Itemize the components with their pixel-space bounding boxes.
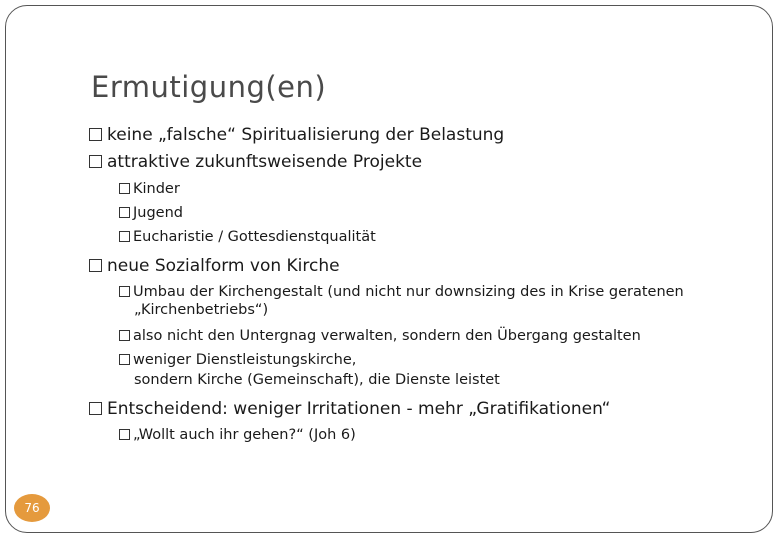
sub-bullet-item: [119, 328, 641, 344]
sub-bullet-text: Umbau der Kirchengestalt (und nicht nur downsizing des in Krise geratenen: [133, 284, 684, 300]
sub-bullet-item: [119, 205, 183, 221]
bullet-item: [89, 399, 610, 419]
sub-bullet-item: [119, 352, 356, 368]
sub-bullet-item: [119, 284, 684, 300]
checkbox-bullet-icon: [89, 128, 102, 141]
bullet-item: [89, 256, 340, 276]
sub-bullet-text: „Wollt auch ihr gehen?“ (Joh 6): [133, 427, 356, 443]
checkbox-bullet-icon: [119, 354, 130, 365]
checkbox-bullet-icon: [119, 183, 130, 194]
sub-bullet-text: Kinder: [133, 181, 180, 197]
bullet-text: Entscheidend: weniger Irritationen - mehr „Gratifikationen“: [107, 399, 611, 419]
slide-title: Ermutigung(en): [91, 70, 327, 104]
slide-frame: [5, 5, 773, 533]
checkbox-bullet-icon: [89, 259, 102, 272]
sub-bullet-text: Eucharistie / Gottesdienstqualität: [133, 229, 376, 245]
sub-bullet-text: weniger Dienstleistungskirche,: [133, 352, 357, 368]
checkbox-bullet-icon: [119, 207, 130, 218]
sub-bullet-continuation: sondern Kirche (Gemeinschaft), die Dienste leistet: [134, 372, 500, 388]
sub-bullet-item: [119, 181, 180, 197]
bullet-text: neue Sozialform von Kirche: [107, 256, 340, 276]
sub-bullet-continuation: „Kirchenbetriebs“): [134, 302, 269, 318]
sub-bullet-text: also nicht den Untergnag verwalten, sondern den Übergang gestalten: [133, 328, 641, 344]
checkbox-bullet-icon: [119, 231, 130, 242]
checkbox-bullet-icon: [89, 402, 102, 415]
bullet-item: [89, 152, 422, 172]
checkbox-bullet-icon: [119, 286, 130, 297]
checkbox-bullet-icon: [119, 330, 130, 341]
checkbox-bullet-icon: [119, 429, 130, 440]
sub-bullet-item: [119, 427, 356, 443]
bullet-text: attraktive zukunftsweisende Projekte: [107, 152, 423, 172]
sub-bullet-item: [119, 229, 376, 245]
bullet-text: keine „falsche“ Spiritualisierung der Belastung: [107, 125, 505, 145]
checkbox-bullet-icon: [89, 155, 102, 168]
sub-bullet-text: Jugend: [133, 205, 183, 221]
page-number-badge: 76: [14, 494, 50, 522]
bullet-item: [89, 125, 504, 145]
